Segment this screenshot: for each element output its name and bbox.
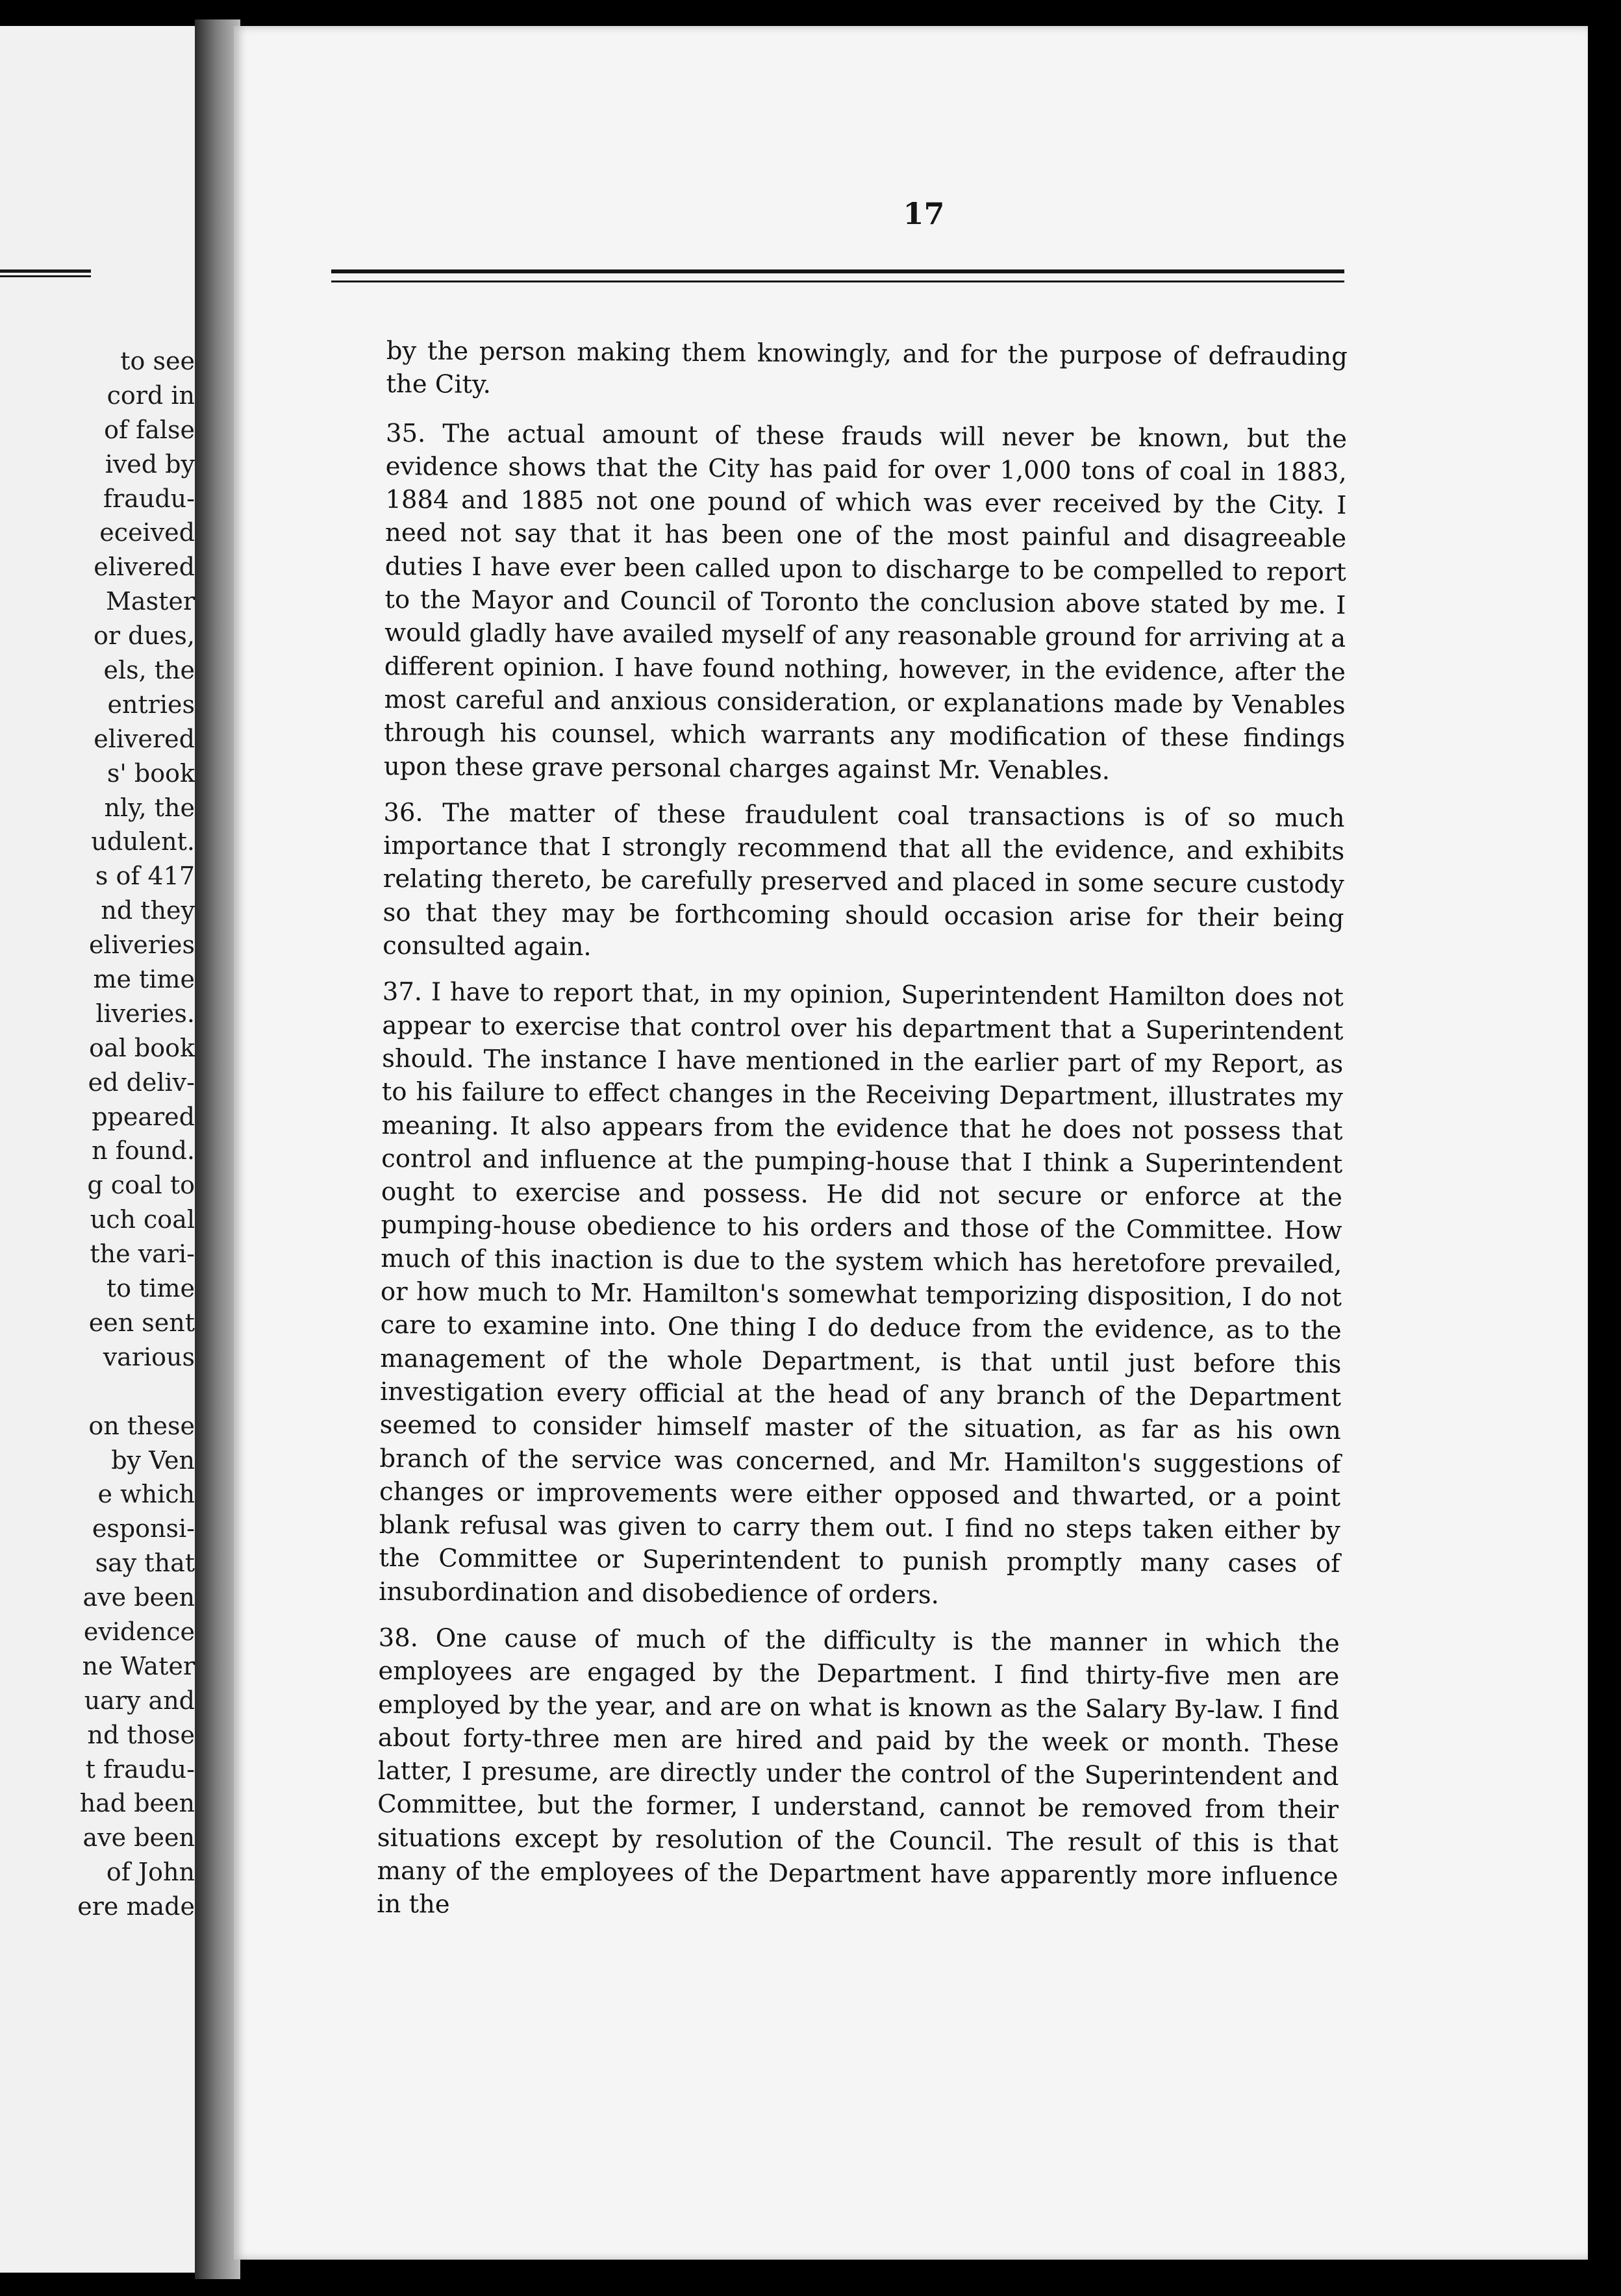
facing-page-line: liveries. [95,999,195,1028]
facing-page-line: to time [106,1274,195,1303]
paragraph-continued: by the person making them knowingly, and for the purpose of defrauding the City. [386,336,1348,400]
facing-page-line: by Ven [111,1445,195,1475]
facing-page-line: eliveries [88,930,195,960]
facing-page-line [0,1375,195,1409]
facing-page-line: udulent. [91,827,195,856]
paragraph-35: 35. The actual amount of these frauds will never be known, but the evidence shows that the City has paid for over 1,000 tons of coal in 1883, 1884 and 1885 not one pound of which was ever received by the City. I need not say that it has been one of the most painful and disagreeable duties I have ever been called upon to discharge to be compelled to report to the Mayor and Council of Toronto the conclusion above stated by me. I would gladly have availed myself of any reasonable ground for arriving at a different opinion. I have found nothing, however, in the evidence, after the most careful and anxious consideration, or explanations made by Venables through his counsel, which warrants any modification of these findings upon these grave personal charges against Mr. Venables. [383,418,1348,786]
facing-page-line: ere made [77,1892,195,1921]
facing-page-line: evidence [83,1617,195,1646]
page-number: 17 [903,196,945,231]
facing-page-line: of false [104,415,195,444]
facing-page-line: nd they [101,896,195,925]
facing-page-line: Master [106,587,195,616]
facing-page-line: or dues, [94,621,195,651]
facing-page-line: ne Water [82,1651,195,1680]
facing-page-line: oal book [89,1033,195,1062]
facing-page-line: esponsi- [92,1514,195,1543]
page [234,26,1588,2260]
facing-page-line: to see [120,347,195,375]
paragraph-38: 38. One cause of much of the difficulty is the manner in which the employees are engaged by the Department. I find thirty-five men are employed by the year, and are on what is known as the Salary By-law. I find about forty-three men are hired and paid by the week or month. These latter, I presume, are directly under the control of the Superintendent and Committee, but the former, I understand, cannot be removed from their situations except by resolution of the Council. The result of this is that many of the employees of the Department have apparently more influence in the [377,1623,1340,1920]
body-text [377,334,1348,1940]
paragraph-36: 36. The matter of these fraudulent coal transactions is of so much importance that I strongly recommend that all the evidence, and exhibits relating thereto, be carefully preserved and placed in some secure custody so that they may be forthcoming should occasion arise for their being consulted again. [383,797,1345,962]
facing-page-line: eceived [99,518,195,547]
facing-page-line: s of 417 [95,862,195,891]
facing-page-line: of John [106,1858,195,1887]
facing-page-line: nd those [87,1720,195,1749]
paragraph-37: 37. I have to report that, in my opinion, Superintendent Hamilton does not appear to exercise that control over his department that a Superintendent should. The instance I have mentioned in the earlier part of my Report, as to his failure to effect changes in the Receiving Department, illustrates my meaning. It also appears from the evidence that he does not possess that control and influence at the pumping-house that I think a Superintendent ought to exercise and possess. He did not secure or enforce at the pumping-house obedience to his orders and those of the Committee. How much of this inaction is due to the system which has heretofore prevailed, or how much to Mr. Hamilton's somewhat temporizing disposition, I do not care to examine into. One thing I do deduce from the evidence, as to the management of the whole Department, is that until just before this investigation every official at the head of any branch of the Department seemed to consider himself master of the situation, as far as his own branch of the service was concerned, and Mr. Hamilton's suggestions of changes or improvements were either opposed and thwarted, or a point blank refusal was given to carry them out. I find no steps taken either by the Committee or Superintendent to punish promptly many cases of insubordination and disobedience of orders. [379,977,1344,1610]
facing-page-line: t fraudu- [85,1754,195,1784]
facing-page-line: had been [79,1789,195,1818]
header-rule-thick [331,269,1344,273]
facing-page [0,26,195,2273]
facing-page-line: e which [97,1480,195,1509]
facing-page-line: een sent [88,1308,195,1337]
facing-page-line: nly, the [104,793,195,822]
facing-page-line: uary and [84,1686,195,1715]
facing-page-line: cord in [107,381,195,410]
facing-page-text [0,344,195,1924]
header-rule-thin [331,281,1344,282]
facing-page-line: say that [95,1549,195,1578]
facing-page-line: n found. [92,1136,195,1166]
facing-page-line: fraudu- [103,484,195,513]
facing-page-line: on these [88,1411,195,1440]
facing-page-line: ed deliv- [88,1067,195,1097]
facing-page-line: the vari- [90,1240,195,1269]
facing-page-line: s' book [107,758,195,788]
facing-page-line: elivered [94,553,195,582]
facing-page-line: various [103,1342,195,1371]
facing-page-line: uch coal [90,1205,195,1234]
facing-page-line: elivered [94,724,195,753]
facing-page-line: els, the [103,656,195,685]
facing-page-rule [0,269,91,277]
facing-page-line: g coal to [87,1171,195,1200]
facing-page-line: ave been [82,1583,195,1612]
facing-page-line: ppeared [92,1102,195,1131]
facing-page-line: ived by [105,449,195,479]
facing-page-line: entries [107,690,195,719]
facing-page-line: ave been [82,1823,195,1853]
facing-page-line: me time [93,965,195,994]
